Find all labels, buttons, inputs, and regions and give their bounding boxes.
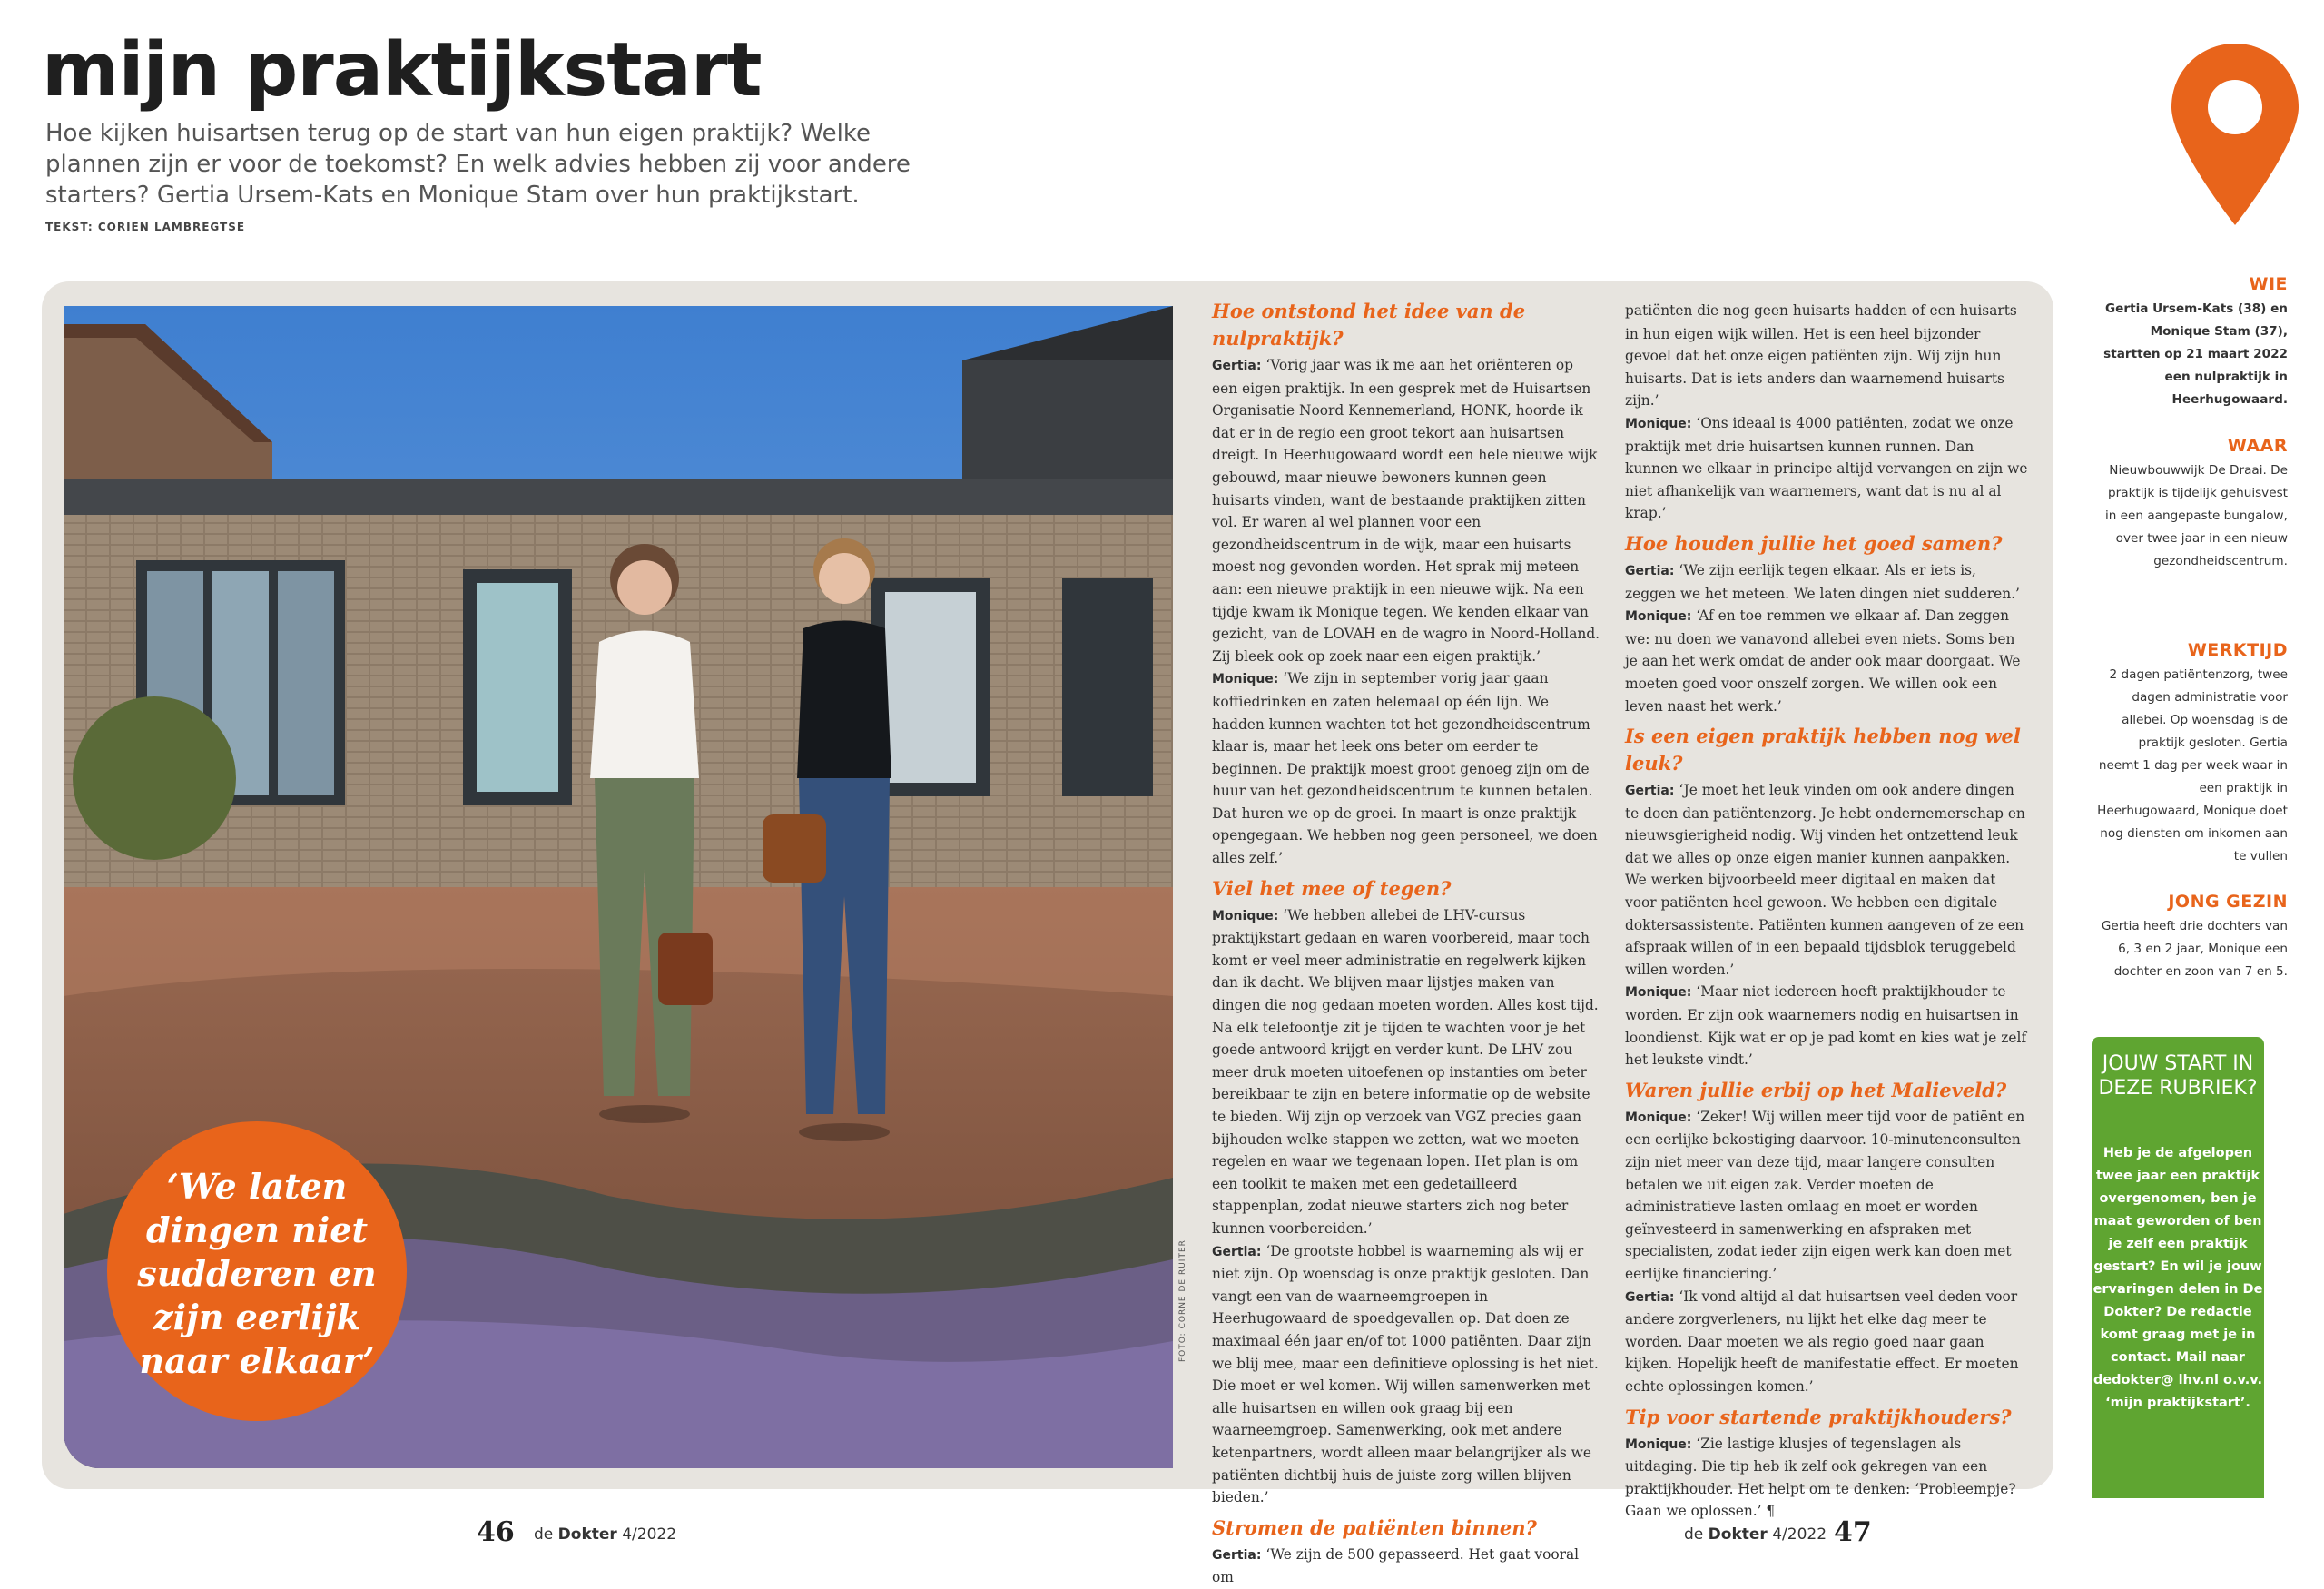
paragraph-text: ‘Maar niet iedereen hoeft praktijkhouder te worden. Er zijn ook waarnemers nodig en huisartsen in loondienst. Kijk wat er op je pad komt en kies wat je zelf het leukste vindt.’ bbox=[1625, 983, 2027, 1069]
article-paragraph bbox=[1625, 1286, 2029, 1398]
callout-body: Heb je de afgelopen twee jaar een praktijk overgenomen, ben je maat geworden of ben je zelf een praktijk gestart? En wil je jouw ervaringen delen in De Dokter? De redactie komt graag met je in contact. Mail naar dedokter@ lhv.nl o.v.v. ‘mijn praktijkstart’. bbox=[2093, 1146, 2263, 1410]
sidebar-werktijd bbox=[2097, 640, 2288, 868]
article-paragraph bbox=[1212, 904, 1602, 1240]
mag-prefix: de bbox=[534, 1525, 554, 1544]
paragraph-text: ‘Vorig jaar was ik me aan het oriënteren op een eigen praktijk. In een gesprek met de Huisartsen Organisatie Noord Kennemerland, HONK, hoorde ik dat er in de regio een groot tekort aan huisartsen dreigt. In Heerhugowaard wordt een hele nieuwe wijk gebouwd, maar nieuwe bewoners kunnen geen huisarts vinden, want de bestaande praktijken zitten vol. Er waren al wel plannen voor een gezondheidscentrum in de wijk, maar een huisarts moest nog gevonden worden. Het sprak mij meteen aan: een nieuwe praktijk in een nieuwe wijk. Na een tijdje kwam ik Monique tegen. We kenden elkaar van gezicht, van de LOVAH en de wagro in Noord-Holland. Zij bleek ook op zoek naar een eigen praktijk.’ bbox=[1212, 357, 1600, 665]
paragraph-text: ‘We zijn de 500 gepasseerd. Het gaat vooral om bbox=[1212, 1545, 1580, 1586]
pull-quote: ‘We laten dingen niet sudderen en zijn eerlijk naar elkaar’ bbox=[137, 1166, 377, 1381]
page-number-left: 46 bbox=[477, 1516, 515, 1548]
article-paragraph bbox=[1625, 559, 2029, 605]
article-question: Hoe ontstond het idee van de nulpraktijk? bbox=[1212, 300, 1526, 350]
mag-prefix: de bbox=[1684, 1525, 1704, 1544]
speaker-name: Monique: bbox=[1625, 985, 1692, 1001]
callout-title: JOUW START IN DEZE RUBRIEK? bbox=[2098, 1052, 2258, 1100]
sidebar-text-gezin: Gertia heeft drie dochters van 6, 3 en 2 jaar, Monique een dochter en zoon van 7 en 5. bbox=[2101, 919, 2288, 979]
paragraph-text: patiënten die nog geen huisarts hadden of een huisarts in hun eigen wijk willen. Het is een heel bijzonder gevoel dat het onze eigen patiënten zijn. Wij zijn hun huisarts. Dat is iets anders dan waarnemend huisarts zijn.’ bbox=[1625, 302, 2017, 410]
mag-name: Dokter bbox=[557, 1525, 617, 1544]
author-credit: TEKST: CORIEN LAMBREGTSE bbox=[45, 221, 246, 233]
article-question: Viel het mee of tegen? bbox=[1212, 876, 1452, 900]
speaker-name: Gertia: bbox=[1212, 359, 1262, 373]
mag-issue: 4/2022 bbox=[1772, 1525, 1827, 1544]
sidebar-wie bbox=[2097, 274, 2288, 411]
article-paragraph bbox=[1212, 354, 1602, 667]
paragraph-text: ‘We zijn eerlijk tegen elkaar. Als er iets is, zeggen we het meteen. We laten dingen niet sudderen.’ bbox=[1625, 561, 2020, 602]
article-column-2 bbox=[1625, 300, 2029, 1523]
sidebar-heading-werktijd: WERKTIJD bbox=[2187, 640, 2288, 660]
mag-name: Dokter bbox=[1708, 1525, 1768, 1544]
article-column-1 bbox=[1212, 292, 1602, 1589]
speaker-name: Gertia: bbox=[1625, 784, 1675, 799]
speaker-name: Gertia: bbox=[1625, 1289, 1675, 1305]
paragraph-text: ‘Zie lastige klusjes of tegenslagen als uitdaging. Die tip heb ik zelf ook gekregen van een praktijkhouder. Het helpt om te denken: ‘Probleempje? Gaan we oplossen.’ ¶ bbox=[1625, 1435, 2016, 1520]
article-paragraph bbox=[1212, 1240, 1602, 1509]
speaker-name: Monique: bbox=[1625, 1110, 1692, 1125]
speaker-name: Monique: bbox=[1212, 908, 1279, 923]
article-paragraph bbox=[1625, 981, 2029, 1071]
speaker-name: Monique: bbox=[1625, 1436, 1692, 1452]
speaker-name: Monique: bbox=[1212, 672, 1279, 687]
page-title: mijn praktijkstart bbox=[42, 27, 762, 114]
paragraph-text: ‘Zeker! Wij willen meer tijd voor de patiënt en een eerlijke bekostiging daarvoor. 10-minutenconsulten zijn niet meer van deze tijd, maar langere consulten betalen we uit eigen zak. Verder moeten de administratieve lasten omlaag en moet er worden geïnvesteerd in samenwerking en afspraken met specialisten, zodat ieder zijn eigen werk kan doen met eerlijke financiering.’ bbox=[1625, 1108, 2025, 1282]
article-question: Tip voor startende praktijkhouders? bbox=[1625, 1405, 2012, 1428]
sidebar-text-werktijd: 2 dagen patiëntenzorg, twee dagen administratie voor allebei. Op woensdag is de praktijk gesloten. Gertia neemt 1 dag per week waar in een praktijk in Heerhugowaard, Monique doet nog diensten om inkomen aan te vullen bbox=[2097, 667, 2288, 864]
sidebar-waar bbox=[2097, 436, 2288, 573]
speaker-name: Gertia: bbox=[1212, 1244, 1262, 1259]
article-question: Waren jullie erbij op het Malieveld? bbox=[1625, 1078, 2007, 1101]
article-paragraph bbox=[1625, 412, 2029, 525]
footer-left bbox=[534, 1525, 676, 1544]
speaker-name: Gertia: bbox=[1625, 563, 1675, 578]
article-paragraph bbox=[1625, 1106, 2029, 1286]
footer-right bbox=[1684, 1525, 1827, 1544]
paragraph-text: ‘De grootste hobbel is waarneming als wij er niet zijn. Op woensdag is onze praktijk gesloten. Dan vangt een van de waarneemgroepen in Heerhugowaard de spoedgevallen op. Dat doen ze maximaal één jaar en/of tot 1000 patiënten. Daar zijn we blij mee, maar een definitieve oplossing is het niet. Die moet er wel komen. Wij willen samenwerken met alle huisartsen en willen ook graag bij een waarneemgroep. Samenwerking, ook met andere ketenpartners, wordt alleen maar belangrijker als we patiënten dichtbij huis de juiste zorg willen blijven bieden.’ bbox=[1212, 1242, 1599, 1506]
page-number-right: 47 bbox=[1834, 1516, 1872, 1548]
sidebar-heading-wie: WIE bbox=[2249, 274, 2288, 294]
speaker-name: Gertia: bbox=[1212, 1547, 1262, 1563]
article-question: Stromen de patiënten binnen? bbox=[1212, 1515, 1537, 1539]
sidebar-text-waar: Nieuwbouwwijk De Draai. De praktijk is tijdelijk gehuisvest in een aangepaste bungalow, over twee jaar in een nieuw gezondheidscentrum. bbox=[2104, 463, 2288, 568]
paragraph-text: ‘Ons ideaal is 4000 patiënten, zodat we onze praktijk met drie huisartsen kunnen runnen. Dan kunnen we elkaar in principe altijd vervangen en zijn we niet afhankelijk van waarnemers, want dat is nu al al krap.’ bbox=[1625, 414, 2028, 522]
sidebar-text-wie: Gertia Ursem-Kats (38) en Monique Stam (37), startten op 21 maart 2022 een nulpraktijk in Heerhugowaard. bbox=[2103, 301, 2288, 407]
article-paragraph bbox=[1625, 300, 2029, 412]
photo-credit: FOTO: CORNE DE RUITER bbox=[1178, 1239, 1187, 1362]
speaker-name: Monique: bbox=[1625, 609, 1692, 625]
article-question: Hoe houden jullie het goed samen? bbox=[1625, 531, 2003, 555]
article-paragraph bbox=[1625, 779, 2029, 981]
sidebar-heading-waar: WAAR bbox=[2227, 436, 2288, 456]
intro-text: Hoe kijken huisartsen terug op de start van hun eigen praktijk? Welke plannen zijn er voor de toekomst? En welk advies hebben zij voor andere starters? Gertia Ursem-Kats en Monique Stam over hun praktijkstart. bbox=[45, 120, 911, 209]
paragraph-text: ‘Af en toe remmen we elkaar af. Dan zeggen we: nu doen we vanavond allebei even niets. Soms ben je aan het werk omdat de ander ook maar doorgaat. We moeten goed voor onszelf zorgen. We willen ook een leven naast het werk.’ bbox=[1625, 607, 2021, 715]
article-paragraph bbox=[1625, 1433, 2029, 1523]
article-paragraph bbox=[1625, 605, 2029, 717]
paragraph-text: ‘Ik vond altijd al dat huisartsen veel deden voor andere zorgverleners, nu lijkt het elke dag meer te worden. Daar moeten we als regio goed naar gaan kijken. Hopelijk heeft de manifestatie effect. Er moeten echte oplossingen komen.’ bbox=[1625, 1288, 2019, 1395]
article-paragraph bbox=[1212, 1544, 1602, 1589]
speaker-name: Monique: bbox=[1625, 416, 1692, 431]
paragraph-text: ‘We hebben allebei de LHV-cursus praktijkstart gedaan en waren voorbereid, maar toch komt er veel meer administratie en regelwerk kijken dan ik dacht. We blijven maar lijstjes maken van dingen die nog gedaan moeten worden. Alles kost tijd. Na elk telefoontje zit je tijden te wachten voor je het goede antwoord krijgt en verder kunt. De LHV zou meer druk moeten uitoefenen op instanties om beter bereikbaar te zijn en betere informatie op de website te bieden. Wij zijn op verzoek van VGZ precies gaan bijhouden welke stappen we zetten, wat we moeten regelen en waar we tegenaan lopen. Het plan is om een toolkit te maken met een gedetailleerd stappenplan, zodat nieuwe starters zich nog beter kunnen voorbereiden.’ bbox=[1212, 906, 1599, 1237]
mag-issue: 4/2022 bbox=[622, 1525, 677, 1544]
paragraph-text: ‘Je moet het leuk vinden om ook andere dingen te doen dan patiëntenzorg. Je hebt ondernemerschap en nieuwsgierigheid nodig. Wij vinden het ontzettend leuk dat we alles op onze eigen manier kunnen aanpakken. We werken bijvoorbeeld meer digitaal en maken dat voor patiënten heel gewoon. We hebben een digitale doktersassistente. Patiënten kunnen aangeven of ze een afspraak willen of in een bepaald tijdsblok teruggebeld willen worden.’ bbox=[1625, 782, 2025, 978]
article-question: Is een eigen praktijk hebben nog wel leuk? bbox=[1625, 725, 2021, 775]
sidebar-gezin bbox=[2097, 892, 2288, 983]
article-paragraph bbox=[1212, 667, 1602, 869]
paragraph-text: ‘We zijn in september vorig jaar gaan koffiedrinken en zaten helemaal op één lijn. We hadden kunnen wachten tot het gezondheidscentrum klaar is, maar het leek ons beter om eerder te beginnen. De praktijk moest groot genoeg zijn om de huur van het gezondheidscentrum te kunnen betalen. Dat huren we op de groei. In maart is onze praktijk opengegaan. We hebben nog geen personeel, we doen alles zelf.’ bbox=[1212, 670, 1598, 867]
map-pin-icon bbox=[2171, 44, 2299, 225]
sidebar-heading-gezin: JONG GEZIN bbox=[2168, 892, 2288, 912]
